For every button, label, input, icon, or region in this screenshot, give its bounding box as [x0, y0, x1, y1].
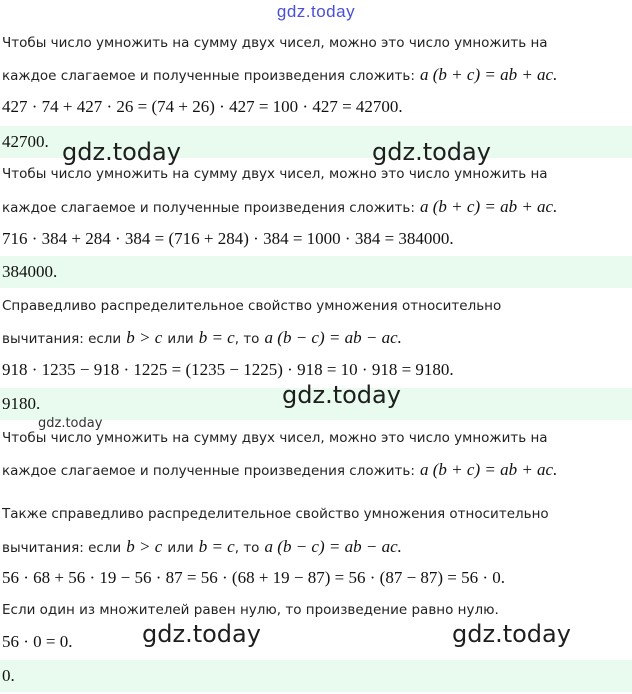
formula-diff: a (b − c) = ab − ac.: [264, 328, 402, 347]
watermark: gdz.today: [142, 620, 261, 648]
also-diff-condition-line: вычитания: если b > c или b = c, то a (b − c) = ab − ac.: [2, 537, 402, 556]
rule-sum-formula-line: каждое слагаемое и полученные произведения сложить: a (b + c) = ab + ac.: [2, 460, 558, 479]
watermark: gdz.today: [38, 416, 103, 431]
rule-sum-formula-line: каждое слагаемое и полученные произведения сложить: a (b + c) = ab + ac.: [2, 65, 558, 84]
watermark: gdz.today: [62, 138, 181, 166]
also-diff-text: Также справедливо распределительное свойство умножения относительно: [2, 506, 549, 522]
rule-diff-condition-line: вычитания: если b > c или b = c, то a (b − c) = ab − ac.: [2, 328, 402, 347]
rule-diff-text: Справедливо распределительное свойство умножения относительно: [2, 298, 502, 314]
formula-sum: a (b + c) = ab + ac.: [420, 460, 558, 479]
site-logo[interactable]: gdz.today: [276, 2, 356, 21]
task4-answer: 0.: [0, 660, 632, 692]
watermark: gdz.today: [452, 620, 571, 648]
task4-calculation: 56 · 68 + 56 · 19 − 56 · 87 = 56 · (68 + 19 − 87) = 56 · (87 − 87) = 56 · 0.: [2, 568, 506, 587]
task3-calculation: 918 · 1235 − 918 · 1225 = (1235 − 1225) · 918 = 10 · 918 = 9180.: [2, 360, 454, 379]
task1-calculation: 427 · 74 + 427 · 26 = (74 + 26) · 427 = 100 · 427 = 42700.: [2, 97, 403, 116]
rule-sum-formula-line: каждое слагаемое и полученные произведения сложить: a (b + c) = ab + ac.: [2, 197, 558, 216]
formula-sum: a (b + c) = ab + ac.: [420, 197, 558, 216]
rule-sum-text: Чтобы число умножить на сумму двух чисел, можно это число умножить на: [2, 166, 548, 182]
task2-calculation: 716 · 384 + 284 · 384 = (716 + 284) · 384 = 1000 · 384 = 384000.: [2, 229, 454, 248]
task3-answer: 9180.: [0, 388, 632, 420]
task4-zero-calculation: 56 · 0 = 0.: [2, 632, 73, 651]
formula-diff: a (b − c) = ab − ac.: [264, 537, 402, 556]
zero-rule-text: Если один из множителей равен нулю, то произведение равно нулю.: [2, 602, 499, 618]
rule-sum-text: Чтобы число умножить на сумму двух чисел, можно это число умножить на: [2, 430, 548, 446]
task2-answer: 384000.: [0, 256, 632, 288]
watermark: gdz.today: [372, 138, 491, 166]
task1-answer: 42700.: [0, 126, 632, 158]
formula-sum: a (b + c) = ab + ac.: [420, 65, 558, 84]
rule-sum-text: Чтобы число умножить на сумму двух чисел, можно это число умножить на: [2, 35, 548, 51]
watermark: gdz.today: [282, 381, 401, 409]
